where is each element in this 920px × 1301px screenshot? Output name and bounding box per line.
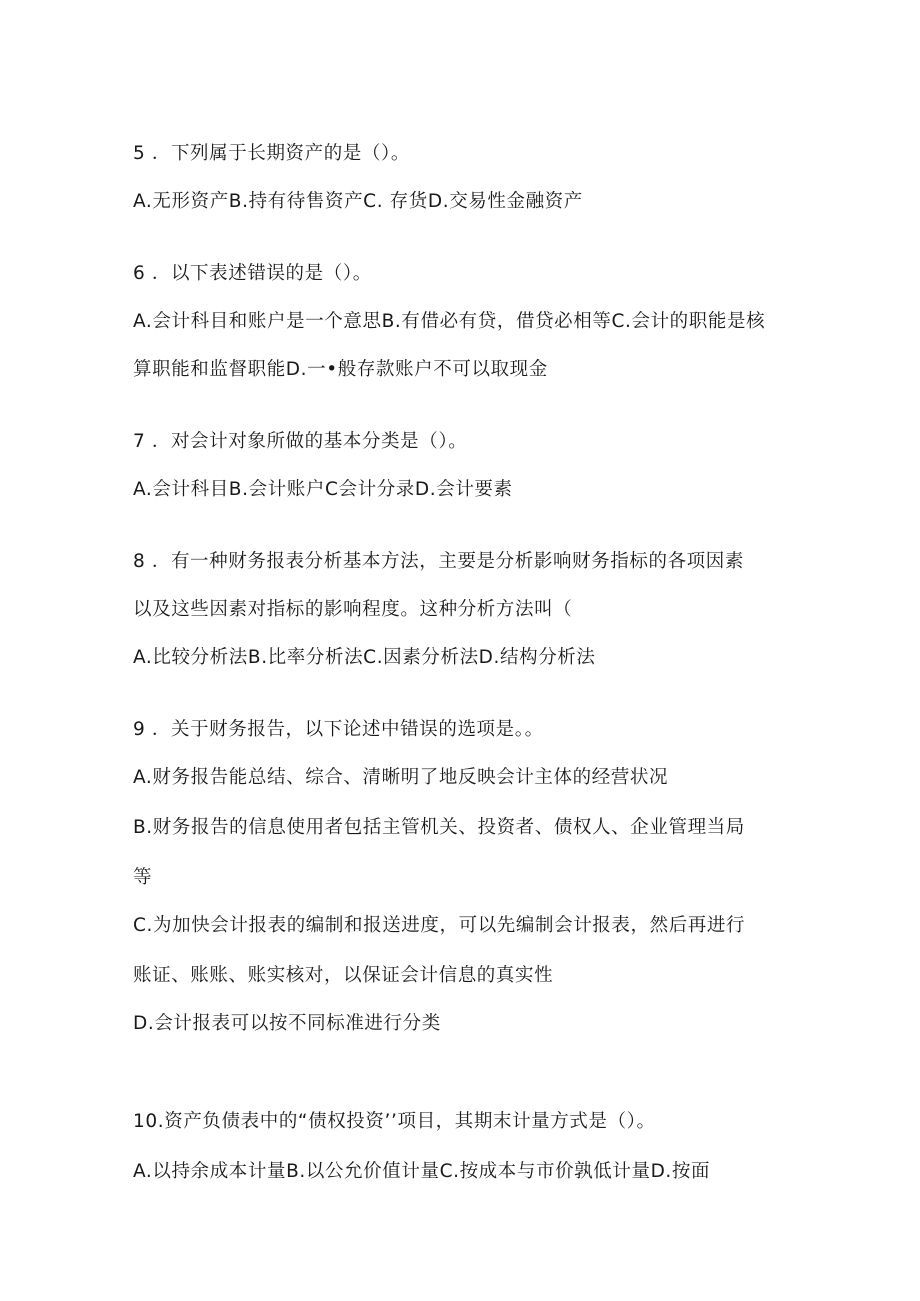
question-5-options: A.无形资产B.持有待售资产C. 存货D.交易性金融资产 xyxy=(133,191,583,212)
question-9-option-b-line-1: B.财务报告的信息使用者包括主管机关、投资者、债权人、企业管理当局 xyxy=(133,817,745,838)
question-7-options: A.会计科目B.会计账户C会计分录D.会计要素 xyxy=(133,479,513,500)
question-10-stem: 10.资产负债表中的“债权投资’’项目，其期末计量方式是（）。 xyxy=(133,1111,656,1132)
question-9-option-c-line-2: 账证、账账、账实核对，以保证会计信息的真实性 xyxy=(133,965,554,986)
question-9-option-c-line-1: C.为加快会计报表的编制和报送进度，可以先编制会计报表，然后再进行 xyxy=(133,915,746,936)
question-8-options: A.比较分析法B.比率分析法C.因素分析法D.结构分析法 xyxy=(133,647,596,668)
question-8-stem-line-2: 以及这些因素对指标的影响程度。这种分析方法叫（ xyxy=(133,599,573,620)
question-8-stem-line-1: 8 ．有一种财务报表分析基本方法，主要是分析影响财务指标的各项因素 xyxy=(133,551,744,572)
question-7-stem: 7 ．对会计对象所做的基本分类是（）。 xyxy=(133,431,468,452)
question-6-options-line-2: 算职能和监督职能D.一•般存款账户不可以取现金 xyxy=(133,359,548,380)
question-10-options: A.以持余成本计量B.以公允价值计量C.按成本与市价孰低计量D.按面 xyxy=(133,1161,711,1182)
question-5-stem: 5 ．下列属于长期资产的是（）。 xyxy=(133,143,411,164)
question-9-option-b-line-2: 等 xyxy=(133,867,153,888)
question-9-stem: 9 ．关于财务报告，以下论述中错误的选项是。。 xyxy=(133,719,544,740)
question-6-stem: 6 ．以下表述错误的是（）。 xyxy=(133,263,372,284)
question-9-option-a: A.财务报告能总结、综合、清晰明了地反映会计主体的经营状况 xyxy=(133,767,669,788)
question-6-options-line-1: A.会计科目和账户是一个意思B.有借必有贷，借贷必相等C.会计的职能是核 xyxy=(133,311,766,332)
question-9-option-d: D.会计报表可以按不同标准进行分类 xyxy=(133,1013,441,1034)
